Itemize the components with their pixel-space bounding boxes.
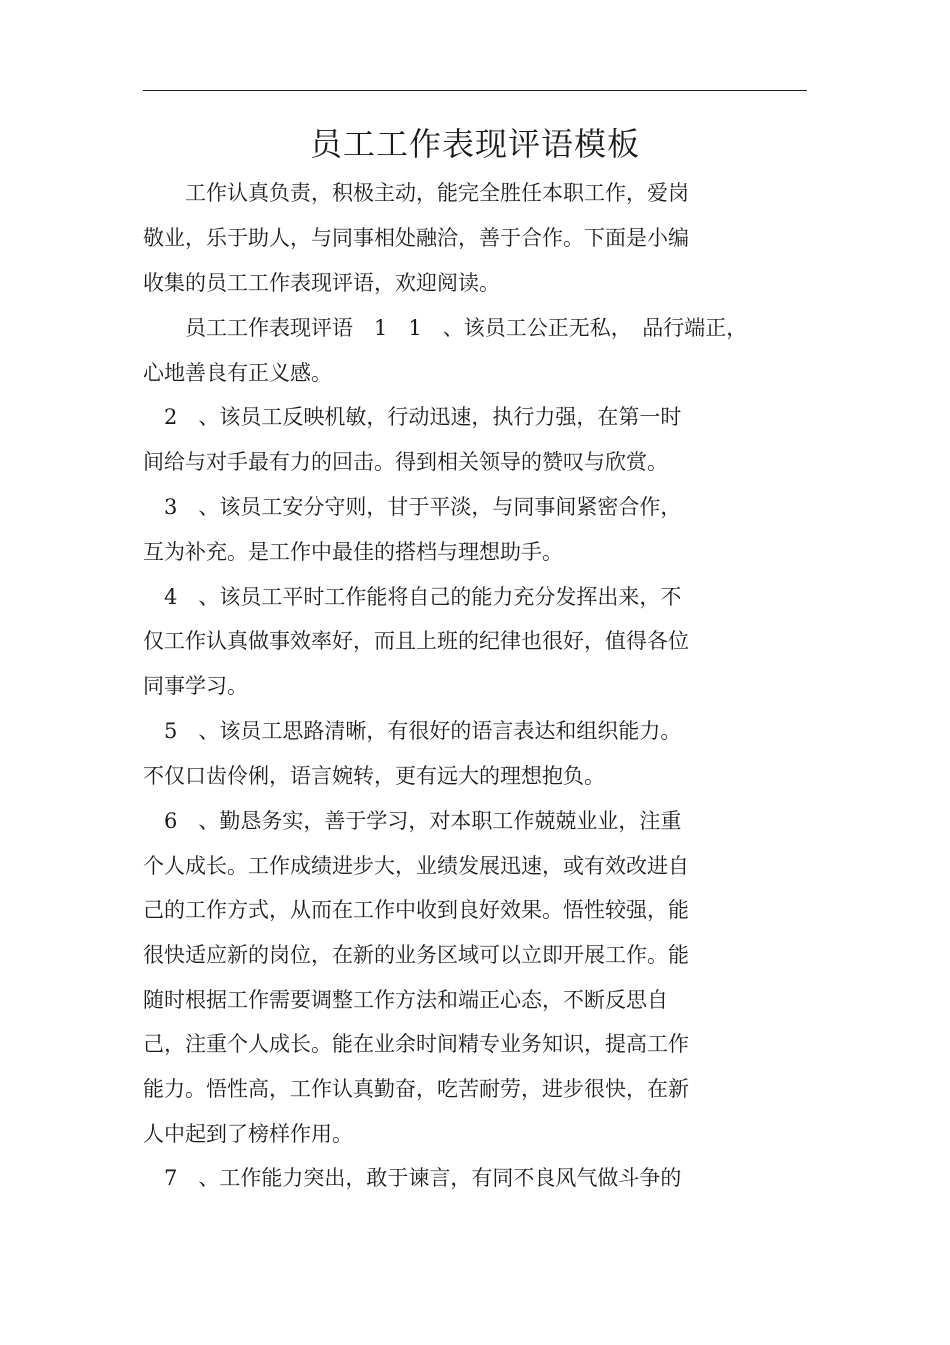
body-line: 收集的员工工作表现评语，欢迎阅读。 [143, 271, 500, 295]
body-line: 仅工作认真做事效率好，而且上班的纪律也很好，值得各位 [143, 629, 689, 653]
body-line: 7 、工作能力突出，敢于谏言，有同不良风气做斗争的 [143, 1166, 682, 1190]
document-title: 员工工作表现评语模板 [309, 125, 640, 163]
body-line: 己的工作方式，从而在工作中收到良好效果。悟性较强，能 [143, 898, 689, 922]
body-line: 2 、该员工反映机敏，行动迅速，执行力强，在第一时 [143, 405, 682, 429]
body-line: 4 、该员工平时工作能将自己的能力充分发挥出来，不 [143, 585, 682, 609]
body-line: 5 、该员工思路清晰，有很好的语言表达和组织能力。 [143, 719, 682, 743]
body-line: 不仅口齿伶俐，语言婉转，更有远大的理想抱负。 [143, 764, 605, 788]
body-line: 工作认真负责，积极主动，能完全胜任本职工作，爱岗 [143, 181, 689, 205]
body-line: 敬业，乐于助人，与同事相处融洽，善于合作。下面是小编 [143, 226, 689, 250]
body-line: 同事学习。 [143, 674, 248, 698]
body-line: 间给与对手最有力的回击。得到相关领导的赞叹与欣赏。 [143, 450, 668, 474]
header-rule [143, 90, 807, 91]
body-line: 能力。悟性高，工作认真勤奋，吃苦耐劳，进步很快，在新 [143, 1077, 689, 1101]
body-line: 人中起到了榜样作用。 [143, 1122, 353, 1146]
body-line: 6 、勤恳务实，善于学习，对本职工作兢兢业业，注重 [143, 809, 682, 833]
body-line: 3 、该员工安分守则，甘于平淡，与同事间紧密合作， [143, 495, 682, 519]
body-line: 心地善良有正义感。 [143, 361, 332, 385]
body-line: 很快适应新的岗位，在新的业务区域可以立即开展工作。能 [143, 943, 689, 967]
body-line: 员工工作表现评语 1 1 、该员工公正无私， 品行端正， [143, 316, 748, 340]
body-line: 互为补充。是工作中最佳的搭档与理想助手。 [143, 540, 563, 564]
body-line: 己，注重个人成长。能在业余时间精专业务知识，提高工作 [143, 1032, 689, 1056]
body-line: 随时根据工作需要调整工作方法和端正心态，不断反思自 [143, 988, 668, 1012]
body-line: 个人成长。工作成绩进步大，业绩发展迅速，或有效改进自 [143, 854, 689, 878]
